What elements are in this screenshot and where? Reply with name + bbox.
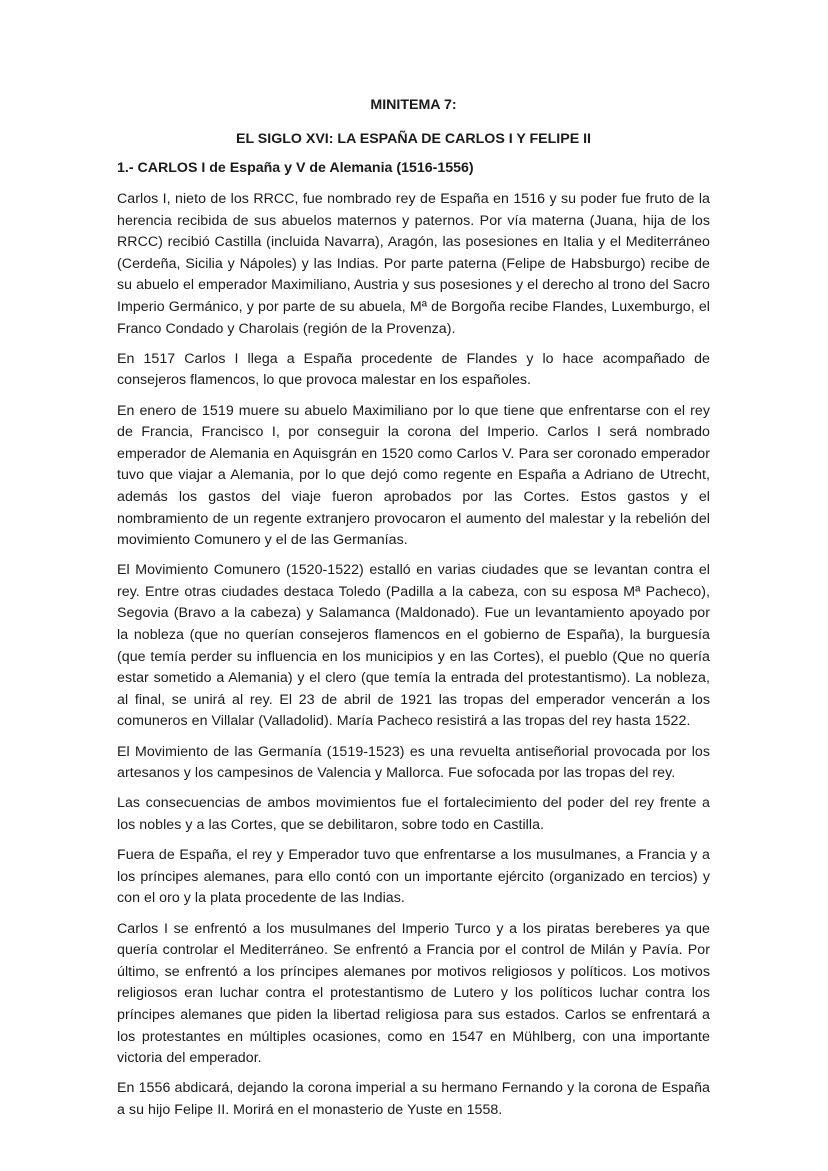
paragraph-abdication: En 1556 abdicará, dejando la corona imperial a su hermano Fernando y la corona de España a su hijo Felipe II. Morirá en el monasterio de Yuste en 1558.	[117, 1080, 710, 1118]
section-heading: 1.- CARLOS I de España y V de Alemania (1516-1556)	[117, 160, 474, 176]
paragraph-arrival: En 1517 Carlos I llega a España procedente de Flandes y lo hace acompañado de consejeros flamencos, lo que provoca malestar en los españoles.	[117, 350, 710, 389]
document-page	[117, 96, 710, 1130]
paragraph-germanias: El Movimiento de las Germanía (1519-1523) es una revuelta antiseñorial provocada por los artesanos y los campesinos de Valencia y Mallorca. Fue sofocada por las tropas del rey.	[117, 743, 710, 782]
paragraph-foreign-policy: Fuera de España, el rey y Emperador tuvo que enfrentarse a los musulmanes, a Francia y a los príncipes alemanes, para ello contó con un importante ejército (organizado en tercios) y con el oro y la plata procedente de las Indias.	[117, 847, 710, 907]
document-title: MINITEMA 7:	[370, 97, 457, 113]
paragraph-conflicts: Carlos I se enfrentó a los musulmanes del Imperio Turco y a los piratas bereberes ya que quería controlar el Mediterráneo. Se enfrentó a Francia por el control de Milán y Pavía. Por último, se enfrentó a los príncipes alemanes por motivos religiosos y políticos. Los motivos religiosos eran luchar contra el protestantismo de Lutero y los políticos luchar contra los príncipes alemanes que piden la libertad religiosa para sus estados. Carlos se enfrentará a los protestantes en múltiples ocasiones, como en 1547 en Mühlberg, con una importante victoria del emperador.	[117, 920, 710, 1067]
paragraph-emperor: En enero de 1519 muere su abuelo Maximiliano por lo que tiene que enfrentarse con el rey de Francia, Francisco I, por conseguir la corona del Imperio. Carlos I será nombrado emperador de Alemania en Aquisgrán en 1520 como Carlos V. Para ser coronado emperador tuvo que viajar a Alemania, por lo que dejó como regente en España a Adriano de Utrecht, además los gastos del viaje fueron aprobados por las Cortes. Estos gastos y el nombramiento de un regente extranjero provocaron el aumento del malestar y la rebelión del movimiento Comunero y el de las Germanías.	[117, 402, 710, 549]
paragraph-inheritance: Carlos I, nieto de los RRCC, fue nombrado rey de España en 1516 y su poder fue fruto de la herencia recibida de sus abuelos maternos y paternos. Por vía materna (Juana, hija de los RRCC) recibió Castilla (incluida Navarra), Aragón, las posesiones en Italia y el Mediterráneo (Cerdeña, Sicilia y Nápoles) y las Indias. Por parte paterna (Felipe de Habsburgo) recibe de su abuelo el emperador Maximiliano, Austria y sus posesiones y el derecho al trono del Sacro Imperio Germánico, y por parte de su abuela, Mª de Borgoña recibe Flandes, Luxemburgo, el Franco Condado y Charolais (región de la Provenza).	[117, 191, 710, 337]
paragraph-consequences: Las consecuencias de ambos movimientos fue el fortalecimiento del poder del rey frente a los nobles y a las Cortes, que se debilitaron, sobre todo en Castilla.	[117, 795, 710, 833]
document-subtitle: EL SIGLO XVI: LA ESPAÑA DE CARLOS I Y FELIPE II	[235, 131, 591, 147]
paragraph-comuneros: El Movimiento Comunero (1520-1522) estalló en varias ciudades que se levantan contra el rey. Entre otras ciudades destaca Toledo (Padilla a la cabeza, con su esposa Mª Pacheco), Segovia (Bravo a la cabeza) y Salamanca (Maldonado). Fue un levantamiento apoyado por la nobleza (que no querían consejeros flamencos en el gobierno de España), la burguesía (que temía perder su influencia en los municipios y en las Cortes), el pueblo (Que no quería estar sometido a Alemania) y el clero (que temía la entrada del protestantismo). La nobleza, al final, se unirá al rey. El 23 de abril de 1921 las tropas del emperador vencerán a los comuneros en Villalar (Valladolid). María Pacheco resistirá a las tropas del rey hasta 1522.	[117, 562, 710, 730]
